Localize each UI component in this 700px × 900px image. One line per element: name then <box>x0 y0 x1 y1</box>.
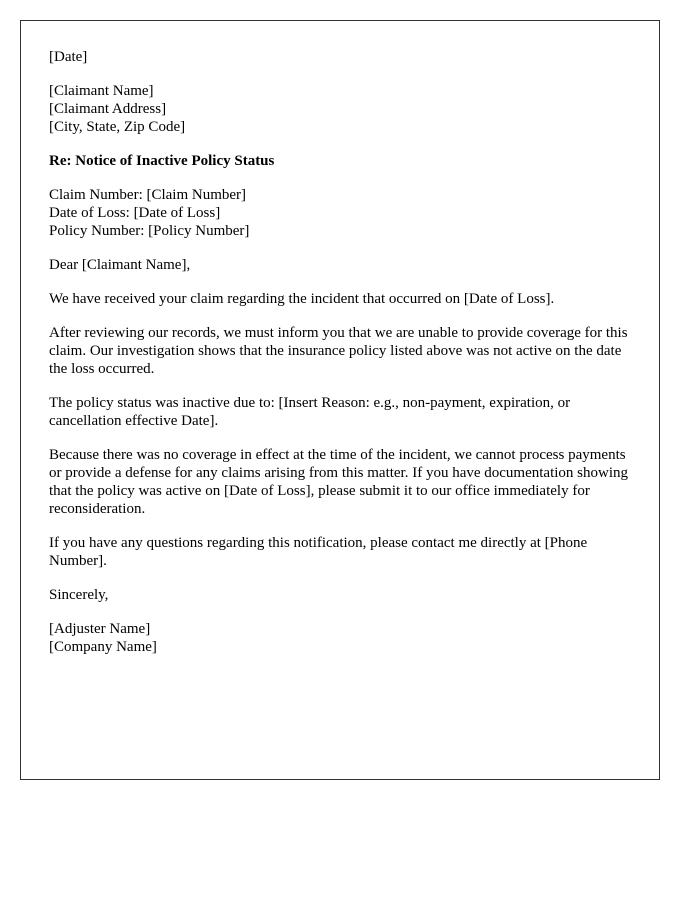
letter-date <box>49 48 631 66</box>
claimant-city-state-zip: [City, State, Zip Code] <box>49 119 186 135</box>
date-text: [Date] <box>49 49 88 65</box>
reference-block <box>49 186 631 240</box>
salutation: Dear [Claimant Name], <box>49 257 191 273</box>
claimant-address: [Claimant Address] <box>49 101 167 117</box>
body-paragraph-5: If you have any questions regarding this notification, please contact me directly at [Phone Number]. <box>49 535 588 569</box>
company-name: [Company Name] <box>49 639 157 655</box>
date-of-loss: Date of Loss: [Date of Loss] <box>49 205 221 221</box>
subject-line: Re: Notice of Inactive Policy Status <box>49 153 275 169</box>
closing: Sincerely, <box>49 587 109 603</box>
signature-block <box>49 620 631 656</box>
body-paragraph-2: After reviewing our records, we must inform you that we are unable to provide coverage for this claim. Our investigation shows that the insurance policy listed above was not active on the date the loss occurred. <box>49 325 628 377</box>
claimant-name: [Claimant Name] <box>49 83 154 99</box>
body-paragraph-4: Because there was no coverage in effect at the time of the incident, we cannot process payments or provide a defense for any claims arising from this matter. If you have documentation showing that the policy was active on [Date of Loss], please submit it to our office immediately for reconsideration. <box>49 447 629 517</box>
adjuster-name: [Adjuster Name] <box>49 621 151 637</box>
body-paragraph-3: The policy status was inactive due to: [Insert Reason: e.g., non-payment, expiration, or cancellation effective Date]. <box>49 395 571 429</box>
letter-page <box>20 20 660 780</box>
policy-number: Policy Number: [Policy Number] <box>49 223 250 239</box>
recipient-address-block <box>49 82 631 136</box>
body-paragraph-1: We have received your claim regarding the incident that occurred on [Date of Loss]. <box>49 291 555 307</box>
claim-number: Claim Number: [Claim Number] <box>49 187 247 203</box>
